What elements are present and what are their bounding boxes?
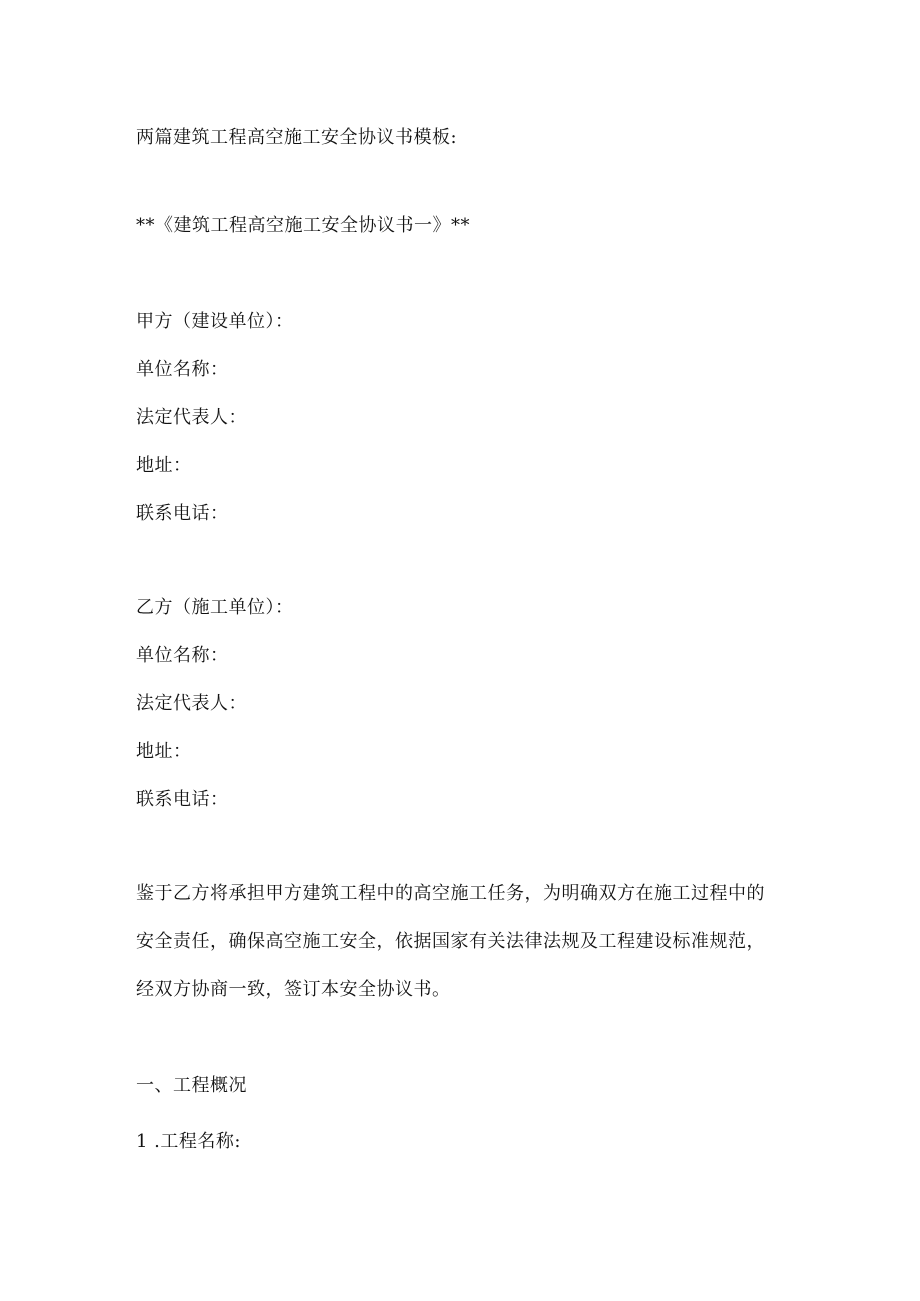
agreement-title: **《建筑工程高空施工安全协议书一》** xyxy=(136,215,470,236)
preamble-line-2: 安全责任，确保高空施工安全，依据国家有关法律法规及工程建设标准规范， xyxy=(136,931,765,952)
party-b-rep-label: 法定代表人： xyxy=(136,693,247,714)
party-b-name-label: 单位名称： xyxy=(136,645,229,666)
section-1-item-1: 1 .工程名称: xyxy=(136,1131,241,1152)
party-b-address-label: 地址： xyxy=(136,741,192,762)
party-a-address-label: 地址： xyxy=(136,455,192,476)
party-a-rep-label: 法定代表人： xyxy=(136,407,247,428)
party-a-phone-label: 联系电话： xyxy=(136,503,229,524)
party-a-name-label: 单位名称： xyxy=(136,359,229,380)
section-1-heading: 一、工程概况 xyxy=(136,1075,247,1096)
preamble-line-3: 经双方协商一致，签订本安全协议书。 xyxy=(136,979,451,1000)
party-b-heading: 乙方（施工单位）： xyxy=(136,597,294,618)
preamble-paragraph xyxy=(136,870,776,1014)
intro-title: 两篇建筑工程高空施工安全协议书模板: xyxy=(136,127,458,148)
party-a-heading: 甲方（建设单位）： xyxy=(136,311,294,332)
party-b-phone-label: 联系电话： xyxy=(136,789,229,810)
preamble-line-1: 鉴于乙方将承担甲方建筑工程中的高空施工任务，为明确双方在施工过程中的 xyxy=(136,883,765,904)
